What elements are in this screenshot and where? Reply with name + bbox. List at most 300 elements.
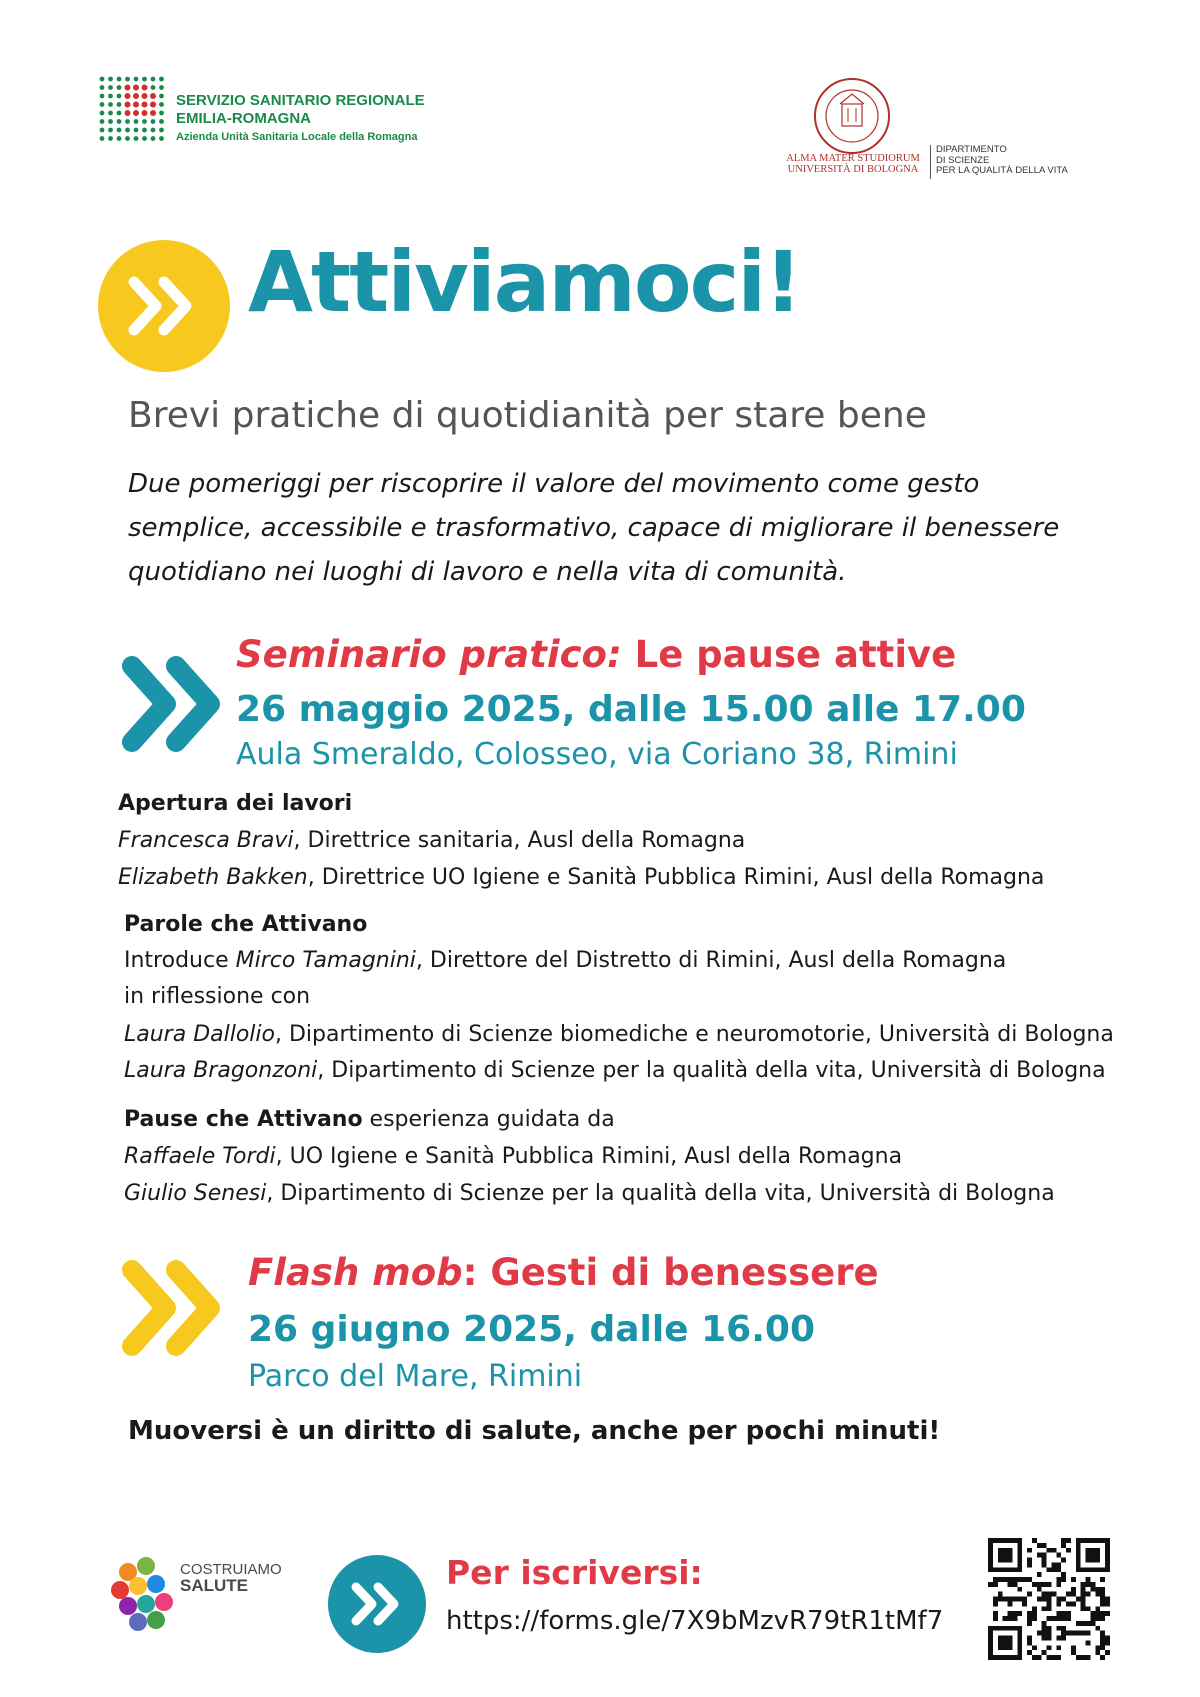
register-link[interactable]: https://forms.gle/7X9bMzvR79tR1tMf7 xyxy=(446,1606,944,1636)
qr-module xyxy=(1081,1597,1086,1602)
qr-module xyxy=(1071,1587,1076,1592)
program-pauses xyxy=(124,1101,1055,1212)
logo-dot xyxy=(151,128,156,133)
opening-speaker-2: Elizabeth Bakken, Direttrice UO Igiene e Sanità Pubblica Rimini, Ausl della Romagna xyxy=(118,865,1045,890)
logo-dot xyxy=(142,136,147,141)
event1-type: Seminario pratico: xyxy=(236,633,622,676)
qr-module xyxy=(1076,1597,1081,1602)
qr-module xyxy=(1042,1558,1047,1563)
qr-module xyxy=(1042,1626,1047,1631)
logo-dot xyxy=(108,111,113,116)
logo-dot xyxy=(108,85,113,90)
qr-module xyxy=(1100,1601,1105,1606)
logo-dot xyxy=(133,110,139,116)
event1-chevron-icon xyxy=(118,652,226,756)
qr-module xyxy=(1027,1592,1032,1597)
qr-module xyxy=(1022,1597,1027,1602)
event1-title xyxy=(236,632,956,678)
logo-dot xyxy=(108,102,113,107)
register-chevron-circle-icon xyxy=(328,1555,426,1653)
qr-module xyxy=(1051,1567,1056,1572)
qr-module xyxy=(1105,1640,1110,1645)
qr-module xyxy=(1061,1636,1066,1641)
logo-dot xyxy=(117,77,122,82)
qr-module xyxy=(998,1597,1003,1602)
qr-module xyxy=(1061,1572,1066,1577)
qr-module xyxy=(1027,1616,1032,1621)
logo-dot xyxy=(142,128,147,133)
qr-module xyxy=(1032,1611,1037,1616)
qr-module xyxy=(993,1582,998,1587)
logo-dot xyxy=(117,111,122,116)
qr-module xyxy=(1071,1631,1076,1636)
qr-module xyxy=(1008,1616,1013,1621)
qr-module xyxy=(1081,1587,1086,1592)
event2-chevron-icon xyxy=(118,1256,226,1360)
words-speaker-1: Laura Dallolio, Dipartimento di Scienze biomediche e neuromotorie, Università di Bologna xyxy=(124,1022,1114,1047)
qr-module xyxy=(1037,1587,1042,1592)
qr-module xyxy=(1056,1616,1061,1621)
intro-paragraph xyxy=(128,462,1128,594)
logo-dot xyxy=(159,85,164,90)
qr-module xyxy=(998,1592,1003,1597)
unibo-department xyxy=(936,145,1068,177)
qr-module xyxy=(1056,1636,1061,1641)
qr-module xyxy=(1017,1611,1022,1616)
qr-module xyxy=(1037,1655,1042,1660)
logo-dot xyxy=(133,93,139,99)
qr-module xyxy=(1086,1592,1091,1597)
qr-module xyxy=(1042,1597,1047,1602)
qr-module xyxy=(1008,1577,1013,1582)
qr-module xyxy=(1027,1621,1032,1626)
qr-module xyxy=(1056,1611,1061,1616)
qr-module xyxy=(1105,1636,1110,1641)
qr-module xyxy=(1042,1543,1047,1548)
qr-module xyxy=(1066,1611,1071,1616)
qr-module xyxy=(1017,1597,1022,1602)
qr-module xyxy=(1022,1601,1027,1606)
logo-dot xyxy=(159,128,164,133)
qr-module xyxy=(1037,1631,1042,1636)
words-reflection: in riflessione con xyxy=(124,984,311,1009)
qr-module xyxy=(993,1616,998,1621)
logo-dot xyxy=(142,119,147,124)
qr-module xyxy=(993,1601,998,1606)
qr-module xyxy=(1090,1587,1095,1592)
qr-module xyxy=(1037,1582,1042,1587)
qr-module xyxy=(1042,1636,1047,1641)
qr-module xyxy=(1100,1587,1105,1592)
page-subtitle: Brevi pratiche di quotidianità per stare bene xyxy=(128,395,927,436)
qr-module xyxy=(1095,1626,1100,1631)
qr-module xyxy=(1095,1587,1100,1592)
logo-dot xyxy=(117,136,122,141)
logo-dot xyxy=(125,119,130,124)
ssr-logo-text xyxy=(176,92,425,146)
qr-module xyxy=(1105,1597,1110,1602)
logo-dot xyxy=(108,136,113,141)
qr-code-icon[interactable] xyxy=(988,1538,1110,1660)
logo-dot xyxy=(159,119,164,124)
qr-module xyxy=(1042,1606,1047,1611)
qr-module xyxy=(1027,1636,1032,1641)
costruiamo-salute-text xyxy=(180,1562,282,1594)
words-heading: Parole che Attivano xyxy=(124,912,368,937)
intro-line1: Due pomeriggi per riscoprire il valore del movimento come gesto xyxy=(128,469,980,499)
words-speaker-2: Laura Bragonzoni, Dipartimento di Scienze per la qualità della vita, Università di Bologna xyxy=(124,1058,1106,1083)
unibo-separator xyxy=(930,145,931,179)
qr-module xyxy=(1066,1538,1071,1543)
qr-module xyxy=(1061,1616,1066,1621)
logo-dot xyxy=(108,77,113,82)
qr-module xyxy=(1081,1582,1086,1587)
qr-module xyxy=(1047,1655,1052,1660)
qr-module xyxy=(1012,1597,1017,1602)
qr-module xyxy=(1047,1592,1052,1597)
logo-dot xyxy=(159,77,164,82)
page-title: Attiviamoci! xyxy=(248,233,801,331)
qr-module xyxy=(1061,1558,1066,1563)
cs-line1: COSTRUIAMO xyxy=(180,1561,282,1578)
program-words xyxy=(124,907,1114,1089)
qr-module xyxy=(1081,1601,1086,1606)
qr-module xyxy=(1003,1577,1008,1582)
qr-module xyxy=(1066,1592,1071,1597)
qr-module xyxy=(1105,1601,1110,1606)
logo-dot xyxy=(117,119,122,124)
qr-module xyxy=(1042,1592,1047,1597)
logo-dot xyxy=(159,102,164,107)
qr-module xyxy=(1086,1640,1091,1645)
qr-module xyxy=(1051,1548,1056,1553)
event2-name: : Gesti di benessere xyxy=(462,1251,879,1294)
pauses-heading-line: Pause che Attivano esperienza guidata da xyxy=(124,1107,615,1132)
qr-module xyxy=(993,1597,998,1602)
qr-module xyxy=(1086,1631,1091,1636)
qr-module xyxy=(1090,1621,1095,1626)
qr-module xyxy=(1056,1645,1061,1650)
qr-module xyxy=(1081,1631,1086,1636)
qr-module xyxy=(1056,1601,1061,1606)
unibo-name xyxy=(780,153,926,175)
qr-module xyxy=(1056,1655,1061,1660)
qr-module xyxy=(1027,1558,1032,1563)
qr-module xyxy=(1032,1655,1037,1660)
qr-module xyxy=(1012,1577,1017,1582)
qr-module xyxy=(1008,1601,1013,1606)
qr-module xyxy=(1095,1611,1100,1616)
logo-dot xyxy=(134,136,139,141)
logo-dot xyxy=(117,85,122,90)
qr-module xyxy=(1081,1655,1086,1660)
qr-module xyxy=(1071,1645,1076,1650)
qr-module xyxy=(1061,1611,1066,1616)
logo-dot xyxy=(117,94,122,99)
logo-dot xyxy=(150,110,156,116)
qr-module xyxy=(1061,1597,1066,1602)
qr-module xyxy=(1086,1582,1091,1587)
pauses-speaker-2: Giulio Senesi, Dipartimento di Scienze per la qualità della vita, Università di Bologna xyxy=(124,1181,1055,1206)
logo-dot xyxy=(142,85,148,91)
qr-module xyxy=(1095,1592,1100,1597)
logo-dot xyxy=(142,102,148,108)
qr-module xyxy=(1061,1538,1066,1543)
program-opening xyxy=(118,785,1044,896)
qr-module xyxy=(1042,1553,1047,1558)
logo-dot xyxy=(150,93,156,99)
qr-module xyxy=(1042,1582,1047,1587)
qr-module xyxy=(1095,1645,1100,1650)
title-chevron-circle-icon xyxy=(98,240,230,372)
logo-dot xyxy=(100,85,105,90)
event1-name: Le pause attive xyxy=(621,633,957,676)
words-introducer: Introduce Mirco Tamagnini, Direttore del Distretto di Rimini, Ausl della Romagna xyxy=(124,948,1007,973)
qr-module xyxy=(1071,1577,1076,1582)
qr-module xyxy=(1051,1655,1056,1660)
qr-module xyxy=(1012,1616,1017,1621)
qr-module xyxy=(998,1636,1013,1651)
qr-module xyxy=(1047,1626,1052,1631)
qr-module xyxy=(1047,1567,1052,1572)
qr-module xyxy=(1017,1577,1022,1582)
logo-dot xyxy=(142,93,148,99)
unibo-dept-line3: PER LA QUALITÀ DELLA VITA xyxy=(936,165,1068,176)
logo-dot xyxy=(159,111,164,116)
logo-dot xyxy=(151,119,156,124)
qr-module xyxy=(1086,1548,1101,1563)
qr-module xyxy=(1081,1592,1086,1597)
logo-dot xyxy=(134,77,139,82)
ssr-line2: EMILIA-ROMAGNA xyxy=(176,110,311,127)
qr-module xyxy=(1027,1640,1032,1645)
logo-dot xyxy=(125,77,130,82)
qr-module xyxy=(1061,1631,1066,1636)
qr-module xyxy=(1095,1606,1100,1611)
qr-module xyxy=(1008,1611,1013,1616)
slogan: Muoversi è un diritto di salute, anche per pochi minuti! xyxy=(128,1416,941,1446)
qr-module xyxy=(1100,1597,1105,1602)
qr-module xyxy=(1047,1597,1052,1602)
logo-dot xyxy=(133,85,139,91)
unibo-dept-line1: DIPARTIMENTO xyxy=(936,144,1007,155)
qr-module xyxy=(1037,1597,1042,1602)
qr-module xyxy=(1056,1567,1061,1572)
logo-dot xyxy=(142,77,147,82)
logo-dot xyxy=(134,128,139,133)
qr-module xyxy=(1056,1577,1061,1582)
qr-module xyxy=(1066,1601,1071,1606)
qr-module xyxy=(1037,1572,1042,1577)
qr-module xyxy=(1066,1616,1071,1621)
qr-module xyxy=(1086,1606,1091,1611)
event1-date: 26 maggio 2025, dalle 15.00 alle 17.00 xyxy=(236,689,1026,730)
logo-dot xyxy=(125,128,130,133)
qr-module xyxy=(1100,1636,1105,1641)
qr-module xyxy=(993,1577,998,1582)
qr-module xyxy=(1056,1626,1061,1631)
qr-module xyxy=(1047,1645,1052,1650)
qr-module xyxy=(1008,1582,1013,1587)
pauses-speaker-1: Raffaele Tordi, UO Igiene e Sanità Pubblica Rimini, Ausl della Romagna xyxy=(124,1144,903,1169)
qr-module xyxy=(1032,1645,1037,1650)
event2-date: 26 giugno 2025, dalle 16.00 xyxy=(248,1309,815,1350)
qr-module xyxy=(1032,1616,1037,1621)
intro-line3: quotidiano nei luoghi di lavoro e nella vita di comunità. xyxy=(128,557,847,587)
qr-module xyxy=(1051,1616,1056,1621)
logo-dot xyxy=(150,102,156,108)
logo-dot xyxy=(151,85,156,90)
event1-place: Aula Smeraldo, Colosseo, via Coriano 38, Rimini xyxy=(236,737,958,772)
qr-module xyxy=(1100,1611,1105,1616)
qr-module xyxy=(1061,1577,1066,1582)
qr-module xyxy=(1017,1587,1022,1592)
qr-module xyxy=(1056,1582,1061,1587)
cs-line2: SALUTE xyxy=(180,1576,248,1595)
qr-module xyxy=(1081,1621,1086,1626)
logo-dot xyxy=(159,136,164,141)
qr-module xyxy=(1047,1606,1052,1611)
qr-module xyxy=(1047,1601,1052,1606)
qr-module xyxy=(1076,1621,1081,1626)
logo-dot xyxy=(134,119,139,124)
logo-dot xyxy=(151,136,156,141)
logo-dot xyxy=(100,136,105,141)
event2-place: Parco del Mare, Rimini xyxy=(248,1359,583,1394)
register-label: Per iscriversi: xyxy=(446,1553,703,1592)
logo-dot xyxy=(100,111,105,116)
logo-dot xyxy=(100,119,105,124)
qr-module xyxy=(1042,1650,1047,1655)
logo-dot xyxy=(100,128,105,133)
qr-module xyxy=(1047,1631,1052,1636)
qr-module xyxy=(1003,1597,1008,1602)
qr-module xyxy=(1090,1582,1095,1587)
logo-dot xyxy=(159,94,164,99)
unibo-name-line1: ALMA MATER STUDIORUM xyxy=(786,153,920,164)
logo-dot xyxy=(142,110,148,116)
qr-module xyxy=(1022,1577,1027,1582)
qr-module xyxy=(1090,1616,1095,1621)
logo-dot xyxy=(108,128,113,133)
qr-module xyxy=(1100,1592,1105,1597)
qr-module xyxy=(1047,1582,1052,1587)
logo-dot xyxy=(151,77,156,82)
qr-module xyxy=(1042,1621,1047,1626)
intro-line2: semplice, accessibile e trasformativo, capace di migliorare il benessere xyxy=(128,513,1060,543)
logo-dot xyxy=(100,77,105,82)
logo-dot xyxy=(125,110,131,116)
logo-dot xyxy=(133,102,139,108)
qr-module xyxy=(1032,1538,1037,1543)
qr-module xyxy=(1027,1548,1032,1553)
logo-dot xyxy=(108,94,113,99)
qr-module xyxy=(1100,1616,1105,1621)
qr-module xyxy=(1081,1606,1086,1611)
qr-module xyxy=(1032,1582,1037,1587)
qr-module xyxy=(1056,1597,1061,1602)
qr-module xyxy=(1037,1543,1042,1548)
qr-module xyxy=(1071,1650,1076,1655)
qr-module xyxy=(1105,1650,1110,1655)
qr-module xyxy=(1027,1562,1032,1567)
ssr-line1: SERVIZIO SANITARIO REGIONALE xyxy=(176,92,425,109)
qr-module xyxy=(1012,1611,1017,1616)
ssr-logo-dots-icon xyxy=(98,75,166,143)
qr-module xyxy=(1061,1543,1066,1548)
qr-module xyxy=(1071,1592,1076,1597)
qr-module xyxy=(1100,1577,1105,1582)
qr-module xyxy=(1086,1577,1091,1582)
qr-module xyxy=(1042,1631,1047,1636)
qr-module xyxy=(998,1548,1013,1563)
qr-module xyxy=(1100,1655,1105,1660)
qr-module xyxy=(1086,1655,1091,1660)
qr-module xyxy=(1066,1631,1071,1636)
qr-module xyxy=(1066,1548,1071,1553)
qr-module xyxy=(998,1577,1003,1582)
logo-dot xyxy=(125,102,131,108)
qr-module xyxy=(1051,1592,1056,1597)
unibo-dept-line2: DI SCIENZE xyxy=(936,154,990,166)
qr-module xyxy=(1042,1562,1047,1567)
qr-module xyxy=(1003,1616,1008,1621)
qr-module xyxy=(1071,1601,1076,1606)
qr-module xyxy=(1047,1616,1052,1621)
opening-speaker-1: Francesca Bravi, Direttrice sanitaria, Ausl della Romagna xyxy=(118,828,746,853)
qr-module xyxy=(1027,1577,1032,1582)
unibo-name-line2: UNIVERSITÀ DI BOLOGNA xyxy=(787,164,919,175)
qr-module xyxy=(1051,1562,1056,1567)
unibo-seal-icon xyxy=(812,76,892,156)
qr-module xyxy=(1100,1645,1105,1650)
qr-module xyxy=(1012,1582,1017,1587)
logo-dot xyxy=(100,102,105,107)
qr-module xyxy=(1047,1636,1052,1641)
qr-module xyxy=(1061,1626,1066,1631)
qr-module xyxy=(1076,1631,1081,1636)
logo-dot xyxy=(125,85,131,91)
event2-title xyxy=(248,1250,879,1296)
opening-heading: Apertura dei lavori xyxy=(118,791,353,816)
event2-type: Flash mob xyxy=(248,1251,463,1294)
qr-module xyxy=(993,1611,998,1616)
qr-module xyxy=(1105,1611,1110,1616)
logo-dot xyxy=(125,93,131,99)
qr-module xyxy=(1037,1553,1042,1558)
logo-dot xyxy=(117,128,122,133)
qr-module xyxy=(988,1582,993,1587)
qr-module xyxy=(1100,1631,1105,1636)
pauses-heading: Pause che Attivano xyxy=(124,1107,363,1132)
qr-module xyxy=(1100,1640,1105,1645)
qr-module xyxy=(1008,1597,1013,1602)
qr-module xyxy=(1027,1611,1032,1616)
logo-dot xyxy=(125,136,130,141)
qr-module xyxy=(1095,1650,1100,1655)
qr-module xyxy=(1032,1606,1037,1611)
qr-module xyxy=(1056,1553,1061,1558)
logo-dot xyxy=(108,119,113,124)
qr-module xyxy=(1076,1655,1081,1660)
logo-dot xyxy=(100,94,105,99)
qr-module xyxy=(1027,1650,1032,1655)
logo-dot xyxy=(117,102,122,107)
qr-module xyxy=(1047,1548,1052,1553)
qr-module xyxy=(1090,1611,1095,1616)
qr-module xyxy=(1086,1621,1091,1626)
ssr-line3: Azienda Unità Sanitaria Locale della Romagna xyxy=(176,131,418,143)
